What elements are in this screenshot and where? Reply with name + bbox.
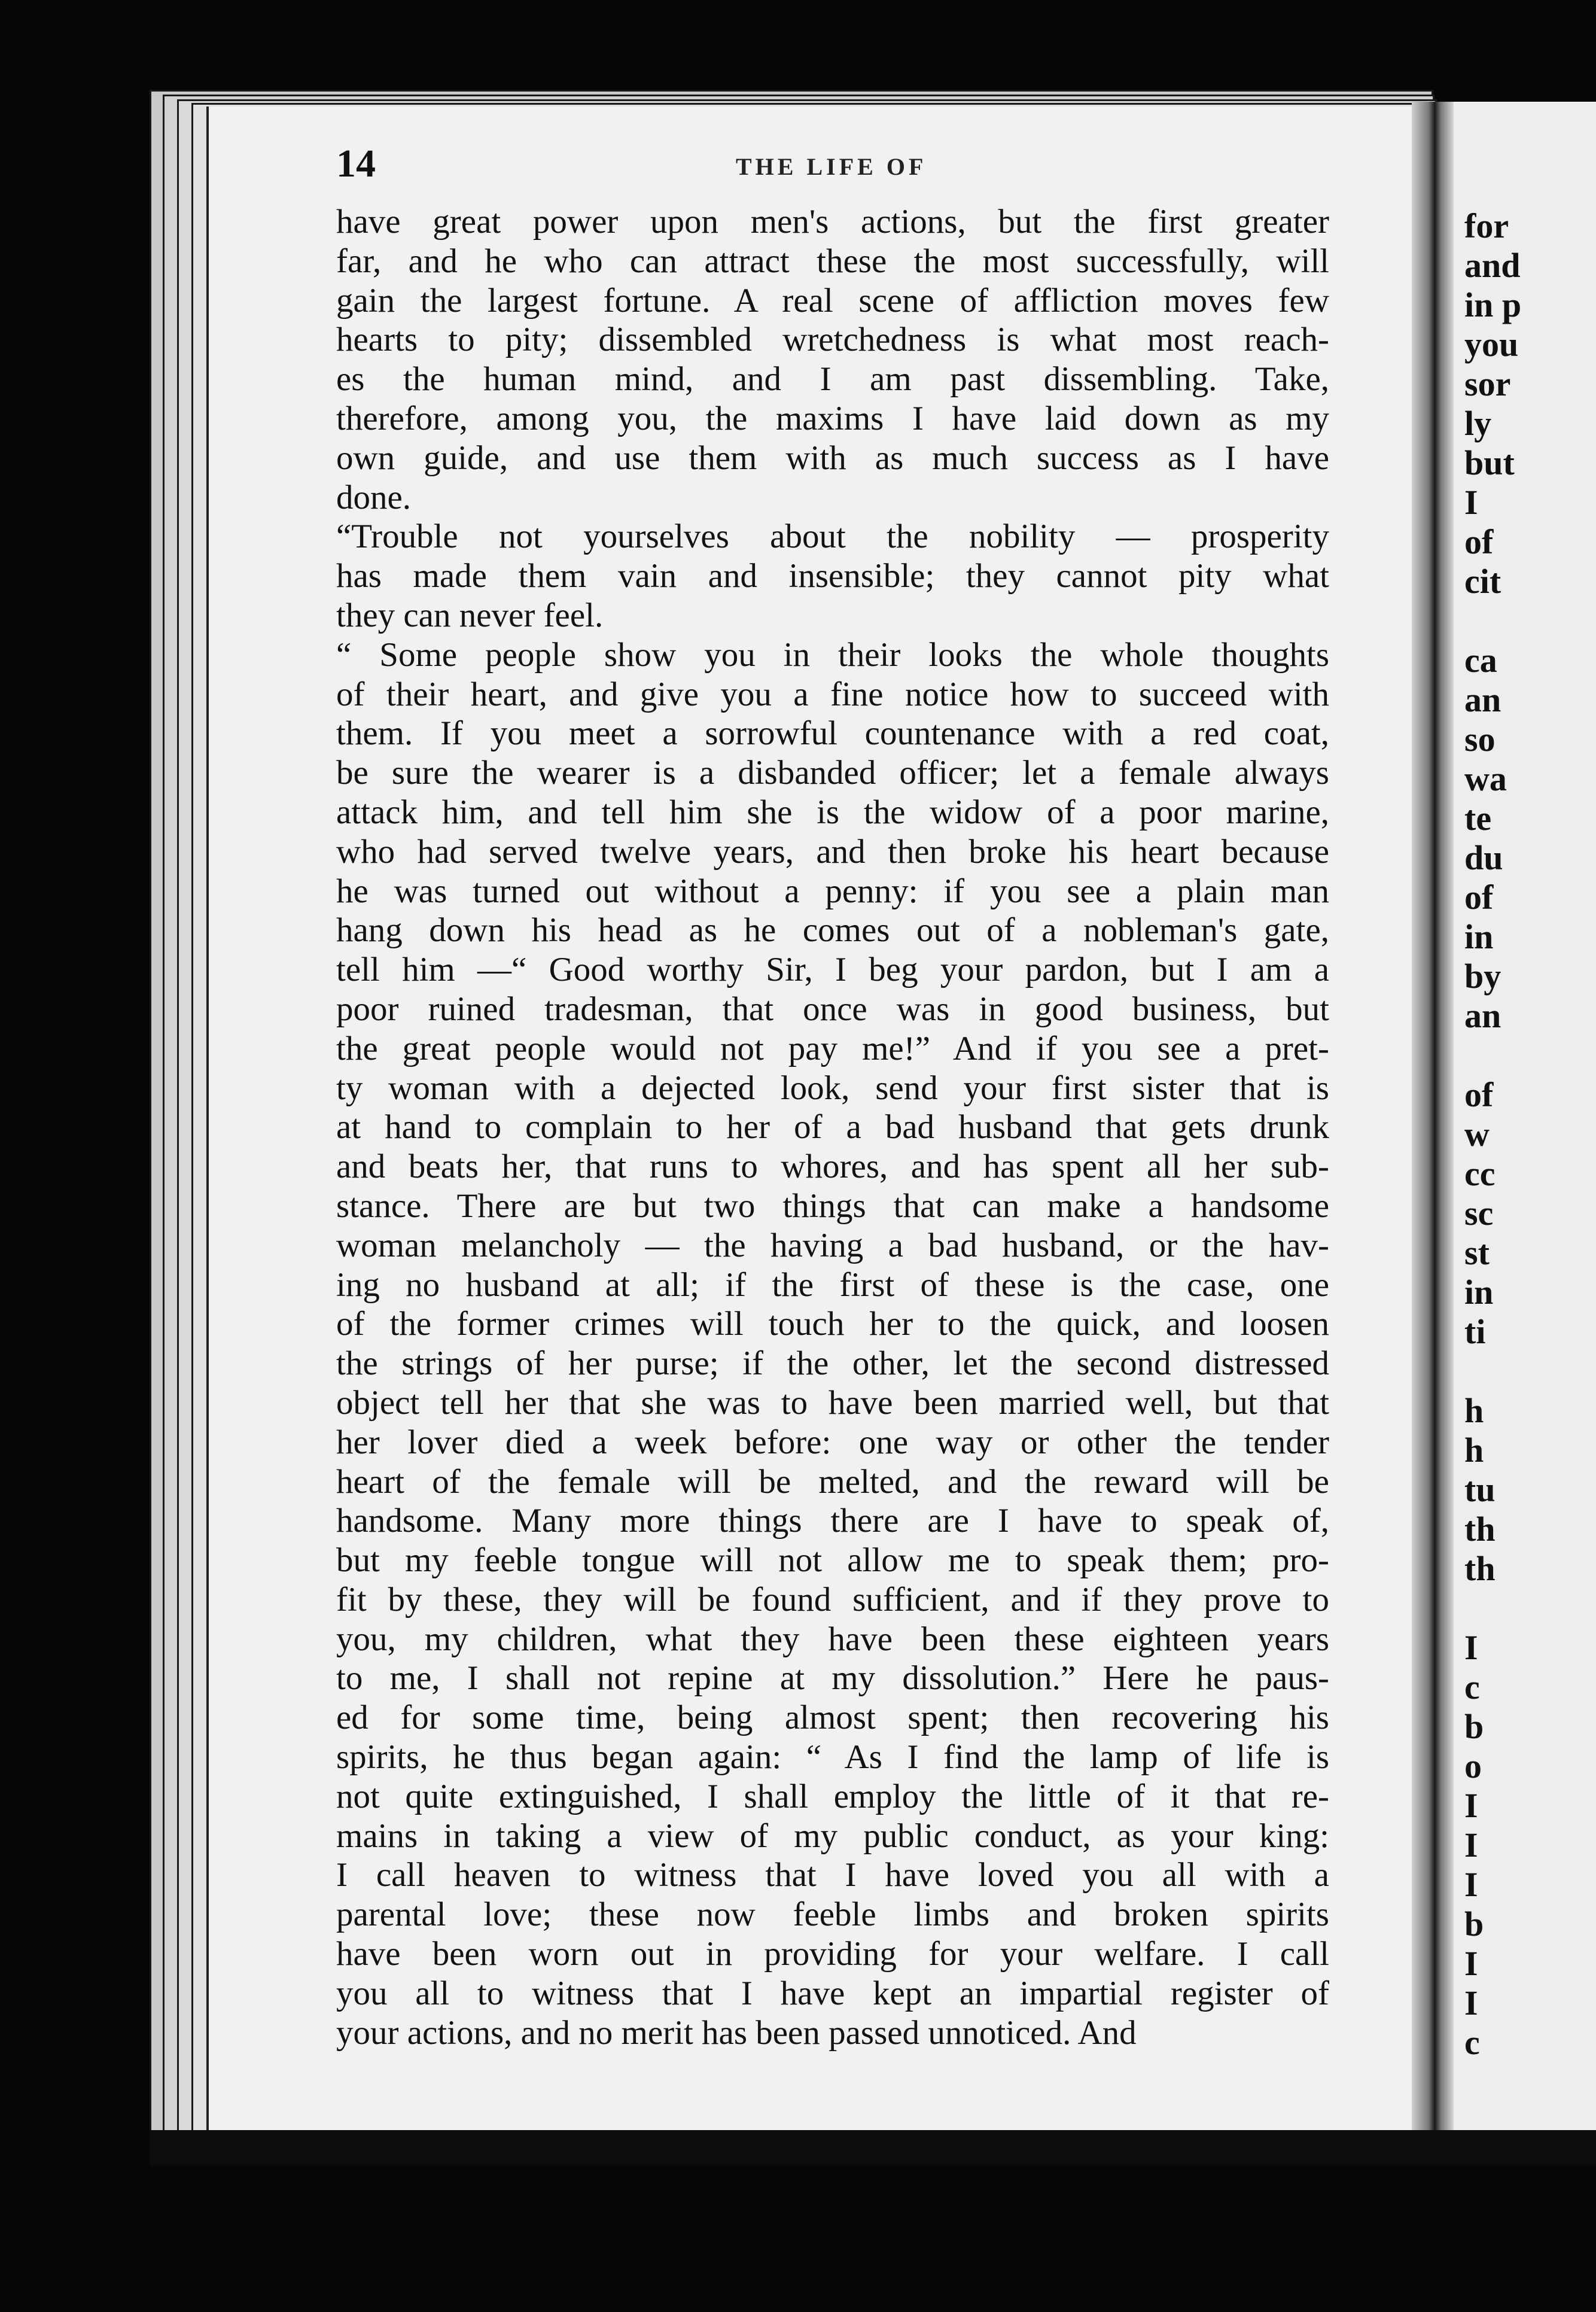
- text-line: has made them vain and insensible; they cannot pity what: [336, 557, 1329, 595]
- running-title: THE LIFE OF: [736, 153, 927, 180]
- right-page-fragment: c: [1464, 2023, 1480, 2062]
- right-page-fragment: th: [1464, 1549, 1496, 1588]
- text-line: you, my children, what they have been these eighteen years: [336, 1620, 1329, 1658]
- text-line: own guide, and use them with as much success as I have: [336, 439, 1329, 477]
- text-line: far, and he who can attract these the most successfully, will: [336, 242, 1329, 280]
- text-line: you all to witness that I have kept an impartial register of: [336, 1974, 1329, 2012]
- right-page-fragment: but: [1464, 443, 1515, 482]
- right-page-text: [1464, 206, 1521, 2062]
- right-page-fragment: I: [1464, 1826, 1478, 1864]
- right-page-fragment: of: [1464, 1075, 1494, 1114]
- text-line: have been worn out in providing for your welfare. I call: [336, 1935, 1329, 1973]
- text-line: ing no husband at all; if the first of these is the case, one: [336, 1265, 1329, 1304]
- text-line: of the former crimes will touch her to the quick, and loosen: [336, 1305, 1329, 1343]
- text-line: the strings of her purse; if the other, let the second distressed: [336, 1344, 1329, 1383]
- right-page-fragment: h: [1464, 1391, 1484, 1430]
- right-page-fragment: I: [1464, 1786, 1478, 1825]
- text-line: woman melancholy — the having a bad husband, or the hav-: [336, 1226, 1329, 1264]
- right-page-fragment: ly: [1464, 404, 1492, 443]
- right-page-fragment: in: [1464, 917, 1494, 956]
- right-page: [1454, 102, 1596, 2148]
- text-line: handsome. Many more things there are I have to speak of,: [336, 1502, 1329, 1540]
- text-line: therefore, among you, the maxims I have laid down as my: [336, 399, 1329, 437]
- right-page-fragment: of: [1464, 522, 1494, 561]
- text-line: her lover died a week before: one way or other the tender: [336, 1423, 1329, 1461]
- right-page-fragment: I: [1464, 1984, 1478, 2022]
- text-line: attack him, and tell him she is the widow of a poor marine,: [336, 793, 1329, 831]
- right-page-fragment: h: [1464, 1431, 1484, 1470]
- right-page-fragment: b: [1464, 1707, 1484, 1746]
- right-page-fragment: b: [1464, 1905, 1484, 1943]
- text-line: “ Some people show you in their looks the whole thoughts: [336, 635, 1329, 674]
- right-page-fragment: c: [1464, 1668, 1480, 1706]
- text-line: who had served twelve years, and then broke his heart because: [336, 832, 1329, 871]
- right-page-fragment: wa: [1464, 759, 1507, 798]
- text-line: but my feeble tongue will not allow me to speak them; pro-: [336, 1541, 1329, 1580]
- right-page-fragment: [1464, 1589, 1521, 1628]
- right-page-fragment: th: [1464, 1510, 1496, 1549]
- text-line: and beats her, that runs to whores, and has spent all her sub-: [336, 1148, 1329, 1186]
- right-page-fragment: st: [1464, 1233, 1490, 1272]
- text-line: mains in taking a view of my public conduct, as your king:: [336, 1817, 1329, 1855]
- text-line: poor ruined tradesman, that once was in good business, but: [336, 990, 1329, 1028]
- text-line: hearts to pity; dissembled wretchedness is what most reach-: [336, 321, 1329, 359]
- text-line: fit by these, they will be found sufficient, and if they prove to: [336, 1580, 1329, 1619]
- right-page-fragment: in: [1464, 1273, 1494, 1312]
- text-line: they can never feel.: [336, 596, 604, 634]
- right-page-fragment: w: [1464, 1115, 1490, 1154]
- right-page-fragment: cc: [1464, 1154, 1496, 1193]
- right-page-fragment: ca: [1464, 641, 1497, 680]
- text-line: to me, I shall not repine at my dissolution.” Here he paus-: [336, 1659, 1329, 1698]
- right-page-fragment: an: [1464, 996, 1501, 1035]
- right-page-fragment: an: [1464, 680, 1501, 719]
- right-page-fragment: I: [1464, 483, 1478, 522]
- right-page-fragment: in p: [1464, 285, 1522, 324]
- text-line: gain the largest fortune. A real scene of affliction moves few: [336, 281, 1329, 320]
- text-line: tell him —“ Good worthy Sir, I beg your pardon, but I am a: [336, 951, 1329, 989]
- text-line: “Trouble not yourselves about the nobility — prosperity: [336, 518, 1329, 556]
- right-page-fragment: [1464, 1352, 1521, 1391]
- right-page-fragment: o: [1464, 1747, 1482, 1785]
- right-page-fragment: ti: [1464, 1312, 1486, 1351]
- text-line: ed for some time, being almost spent; then recovering his: [336, 1699, 1329, 1737]
- right-page-fragment: of: [1464, 878, 1494, 917]
- text-line: heart of the female will be melted, and the reward will be: [336, 1462, 1329, 1501]
- right-page-fragment: sor: [1464, 364, 1511, 403]
- text-line: parental love; these now feeble limbs and broken spirits: [336, 1896, 1329, 1934]
- text-line: hang down his head as he comes out of a nobleman's gate,: [336, 911, 1329, 950]
- right-page-fragment: tu: [1464, 1470, 1496, 1509]
- right-page-fragment: [1464, 601, 1521, 641]
- text-line: the great people would not pay me!” And if you see a pret-: [336, 1029, 1329, 1067]
- text-line: he was turned out without a penny: if you see a plain man: [336, 872, 1329, 910]
- right-page-fragment: by: [1464, 957, 1501, 996]
- text-line: object tell her that she was to have been married well, but that: [336, 1383, 1329, 1422]
- right-page-fragment: [1464, 1036, 1521, 1075]
- text-line: stance. There are but two things that can make a handsome: [336, 1187, 1329, 1225]
- text-line: spirits, he thus began again: “ As I find the lamp of life is: [336, 1738, 1329, 1776]
- right-page-fragment: I: [1464, 1865, 1478, 1904]
- right-page-fragment: I: [1464, 1944, 1478, 1983]
- book-gutter: [1412, 102, 1454, 2148]
- text-line: of their heart, and give you a fine notice how to succeed with: [336, 675, 1329, 713]
- right-page-fragment: te: [1464, 799, 1492, 838]
- text-line: done.: [336, 478, 412, 516]
- text-line: your actions, and no merit has been passed unnoticed. And: [336, 2013, 1137, 2052]
- right-page-fragment: and: [1464, 246, 1521, 285]
- text-line: have great power upon men's actions, but the first greater: [336, 203, 1329, 241]
- text-line: not quite extinguished, I shall employ the little of it that re-: [336, 1777, 1329, 1815]
- text-line: es the human mind, and I am past dissembling. Take,: [336, 360, 1329, 398]
- right-page-fragment: so: [1464, 720, 1496, 759]
- right-page-fragment: I: [1464, 1628, 1478, 1667]
- text-line: them. If you meet a sorrowful countenance with a red coat,: [336, 714, 1329, 753]
- right-page-fragment: du: [1464, 838, 1503, 877]
- bottom-shadow: [150, 2130, 1596, 2166]
- text-line: be sure the wearer is a disbanded officer; let a female always: [336, 754, 1329, 792]
- body-text: [336, 202, 1329, 2052]
- page-number: 14: [336, 142, 376, 185]
- right-page-fragment: cit: [1464, 562, 1501, 601]
- right-page-fragment: sc: [1464, 1194, 1494, 1233]
- text-line: at hand to complain to her of a bad husband that gets drunk: [336, 1108, 1329, 1146]
- text-line: ty woman with a dejected look, send your first sister that is: [336, 1069, 1329, 1107]
- text-line: I call heaven to witness that I have loved you all with a: [336, 1856, 1329, 1894]
- right-page-fragment: for: [1464, 206, 1509, 245]
- right-page-fragment: you: [1464, 325, 1519, 364]
